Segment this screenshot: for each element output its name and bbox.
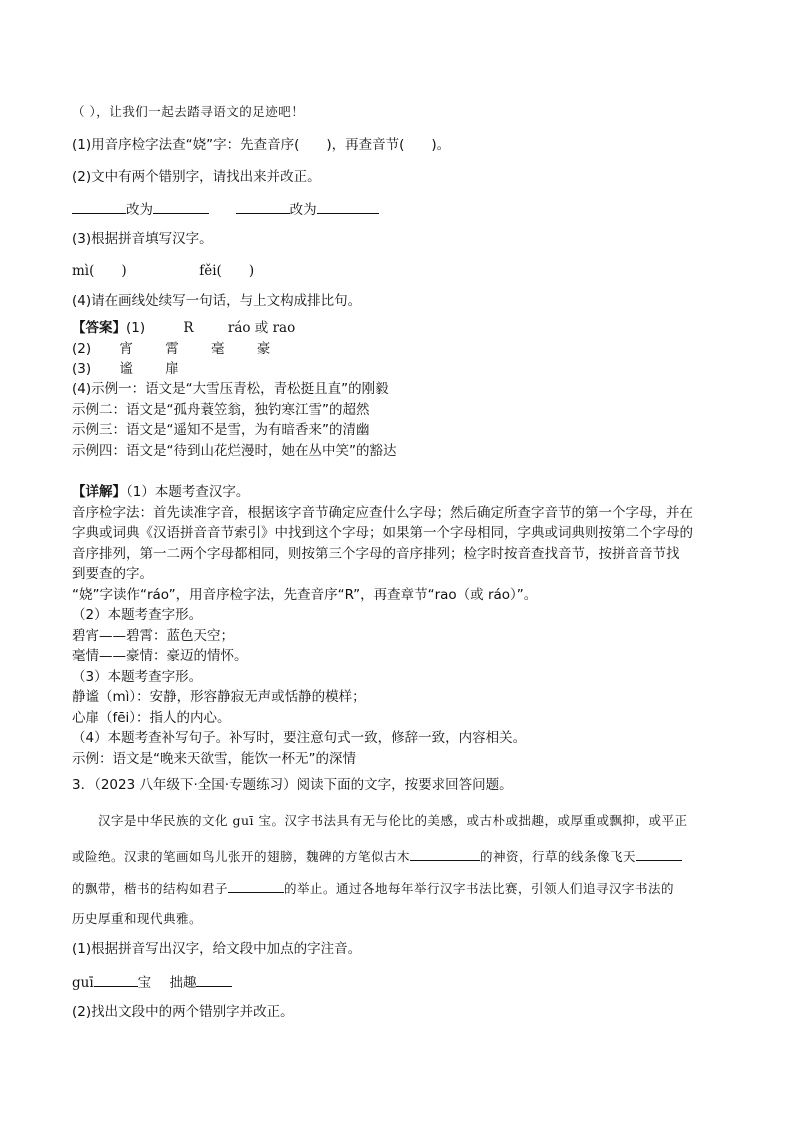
answer-value: 宵 [119, 341, 133, 357]
answer-line-2 [72, 340, 270, 358]
fill-label: 拙趣 [169, 975, 197, 991]
answer-value: 毫 [211, 341, 225, 357]
detail-para-line: 音序排列，第一二两个字母都相同，则按第三个字母的音序排列；检字时按音查找音节，按拼音音节找 [72, 546, 680, 562]
pinyin-fei: fěi( ) [199, 263, 255, 279]
answer-blank[interactable] [196, 972, 232, 987]
answer-value: 谧 [119, 361, 133, 377]
detail-head: （1）本题考查汉字。 [126, 484, 250, 500]
answer-num: (1) [126, 320, 146, 336]
detail-pinyin-line: “娆”字读作“ráo”，用音序检字法，先查音序“R”，再查章节“rao（或 ráo）”。 [72, 587, 538, 603]
detail-section-4: （4）本题考查补写句子。补写时，要注意句式一致，修辞一致，内容相关。 [72, 730, 527, 746]
fill-label: 改为 [289, 202, 317, 218]
answer-blank[interactable] [317, 199, 379, 214]
question-1: (1)用音序检字法查“娆”字：先查音序( )，再查音节( )。 [72, 137, 451, 153]
answer-num: (2) [72, 341, 92, 357]
answer-line-1 [72, 319, 295, 337]
pinyin-mi: mì( ) [72, 263, 127, 279]
passage-text: 的飘带，楷书的结构如君子 [72, 881, 229, 896]
sub-question-1-fill [72, 972, 232, 992]
question-2: (2)文中有两个错别字，请找出来并改正。 [72, 169, 321, 185]
question-3-items [72, 262, 254, 280]
answer-num: (3) [72, 361, 92, 377]
answer-line-3 [72, 360, 179, 378]
detail-line: 碧宵——碧霄：蓝色天空； [72, 628, 234, 644]
passage-line [72, 878, 674, 898]
passage-line [72, 846, 682, 866]
answer-blank[interactable] [72, 199, 126, 214]
pinyin-gui: guī [72, 975, 94, 991]
detail-section-2: （2）本题考查字形。 [72, 607, 203, 623]
passage-text: 的神资，行草的线条像飞天 [480, 849, 637, 864]
sub-question-1: (1)根据拼音写出汉字，给文段中加点的字注音。 [72, 941, 362, 957]
fill-label: 宝 [137, 975, 152, 991]
answer-blank[interactable] [94, 972, 138, 987]
detail-para-line: 字典或词典《汉语拼音音节索引》中找到这个字母；如果第一个字母相同，字典或词典则按第二个字母的 [72, 525, 693, 541]
question-3: (3)根据拼音填写汉字。 [72, 231, 213, 247]
answer-value: 豪 [256, 341, 271, 357]
passage-text: 或险绝。汉隶的笔画如鸟儿张开的翅膀，魏碑的方笔似古木 [72, 849, 411, 864]
answer-value: ráo 或 rao [227, 320, 296, 336]
answer-blank[interactable] [153, 199, 209, 214]
passage-line: 历史厚重和现代典雅。 [72, 911, 203, 926]
answer-blank[interactable] [236, 199, 290, 214]
detail-section-3: （3）本题考查字形。 [72, 669, 203, 685]
answer-blank[interactable] [636, 846, 682, 861]
answer-tag: 【答案】 [72, 320, 126, 336]
question-3-title: 3．（2023 八年级下·全国·专题练习）阅读下面的文字，按要求回答问题。 [72, 777, 513, 793]
answer-example-2: 示例二：语文是“孤舟蓑笠翁，独钓寒江雪”的超然 [72, 402, 370, 418]
answer-example-3: 示例三：语文是“遥知不是雪，为有暗香来”的清幽 [72, 422, 370, 438]
question-2-fill [72, 199, 379, 219]
question-4: (4)请在画线处续写一句话，与上文构成排比句。 [72, 293, 362, 309]
detail-para-line: 音序检字法：首先读准字音，根据该字音节确定应查什么字母；然后确定所查字音节的第一个字母，并在 [72, 505, 693, 521]
sub-question-2: (2)找出文段中的两个错别字并改正。 [72, 1004, 294, 1020]
answer-blank[interactable] [410, 846, 480, 861]
detail-line: 示例：语文是“晚来天欲雪，能饮一杯无”的深情 [72, 751, 356, 767]
answer-value: R [183, 320, 194, 336]
passage-text: 的举止。通过各地每年举行汉字书法比赛，引领人们追寻汉字书法的 [284, 881, 675, 896]
detail-heading [72, 483, 249, 501]
intro-line: （ ），让我们一起去踏寻语文的足迹吧！ [72, 104, 305, 119]
detail-line: 静谧（mì）：安静，形容静寂无声或恬静的模样； [72, 689, 366, 705]
passage-line: 汉字是中华民族的文化 guī 宝。汉字书法具有无与伦比的美感，或古朴或拙趣，或厚重或飘抑，或平正 [98, 813, 688, 828]
answer-value: 扉 [165, 361, 179, 377]
detail-line: 毫情——豪情：豪迈的情怀。 [72, 648, 248, 664]
fill-label: 改为 [126, 202, 153, 218]
detail-tag: 【详解】 [72, 484, 126, 500]
answer-example-4: 示例四：语文是“待到山花烂漫时，她在丛中笑”的豁达 [72, 443, 397, 459]
answer-blank[interactable] [228, 878, 284, 893]
detail-line: 心扉（fēi）：指人的内心。 [72, 710, 231, 726]
answer-example-1: (4)示例一：语文是“大雪压青松，青松挺且直”的刚毅 [72, 381, 389, 397]
detail-para-line: 到要查的字。 [72, 566, 153, 582]
answer-value: 霄 [165, 341, 179, 357]
